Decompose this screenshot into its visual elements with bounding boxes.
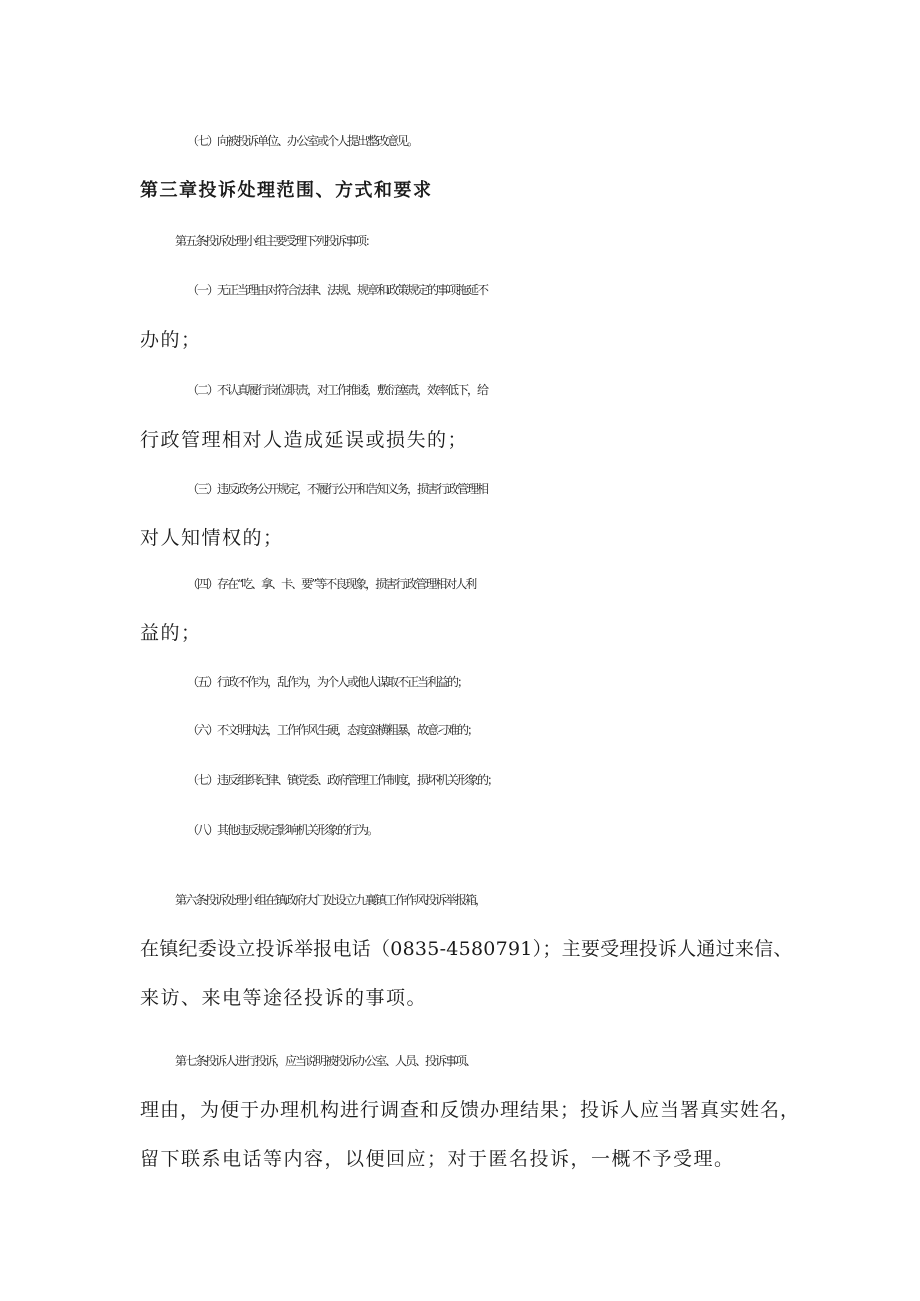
- article-5-item-1-line2: 办的；: [140, 329, 202, 351]
- article-5-item-3-line2: 对人知情权的；: [140, 527, 284, 549]
- article-5-item-8: （八）其他违反规定影响机关形象的行为。: [187, 823, 378, 837]
- article-7-line2: 理由，为便于办理机构进行调查和反馈办理结果；投诉人应当署真实姓名，: [140, 1099, 801, 1121]
- article-5-item-3-line1: （三）违反政务公开规定，不履行公开和告知义务，损害行政管理相: [187, 482, 488, 496]
- article-5-item-2-line1: （二）不认真履行岗位职责，对工作推诿，敷衍塞责，效率低下，给: [187, 383, 488, 397]
- article-7-line3: 留下联系电话等内容，以便回应；对于匿名投诉，一概不予受理。: [140, 1148, 735, 1170]
- article-5-item-2-line2: 行政管理相对人造成延误或损失的；: [140, 429, 469, 451]
- chapter-3-heading: 第三章投诉处理范围、方式和要求: [140, 180, 433, 201]
- article-5-item-5: （五）行政不作为，乱作为，为个人或他人谋取不正当利益的；: [187, 675, 468, 689]
- article-6-line1: 第六条投诉处理小组在镇政府大门处设立九襄镇工作作风投诉举报箱，: [175, 893, 486, 907]
- article-5-item-4-line1: （四）存在“吃、拿、卡、要”等不良现象，损害行政管理相对人利: [187, 577, 476, 591]
- article-5-item-4-line2: 益的；: [140, 622, 202, 644]
- article-6-line3: 来访、来电等途径投诉的事项。: [140, 987, 428, 1009]
- article-5-item-6: （六）不文明执法，工作作风生硬，态度蛮横粗暴，故意刁难的；: [187, 723, 478, 737]
- article-7-line1: 第七条投诉人进行投诉，应当说明被投诉办公室、人员、投诉事项、: [175, 1054, 476, 1068]
- article-5-intro: 第五条投诉处理小组主要受理下列投诉事项：: [175, 234, 376, 248]
- item-7-top: （七）向被投诉单位、办公室或个人提出整改意见。: [187, 134, 418, 148]
- article-5-item-7: （七）违反组织纪律、镇党委、政府管理工作制度，损坏机关形象的；: [187, 773, 498, 787]
- article-5-item-1-line1: （一）无正当理由对符合法律、法规、规章和政策规定的事项拖延不: [187, 283, 488, 297]
- article-6-line2: 在镇纪委设立投诉举报电话（0835-4580791）；主要受理投诉人通过来信、: [140, 938, 793, 960]
